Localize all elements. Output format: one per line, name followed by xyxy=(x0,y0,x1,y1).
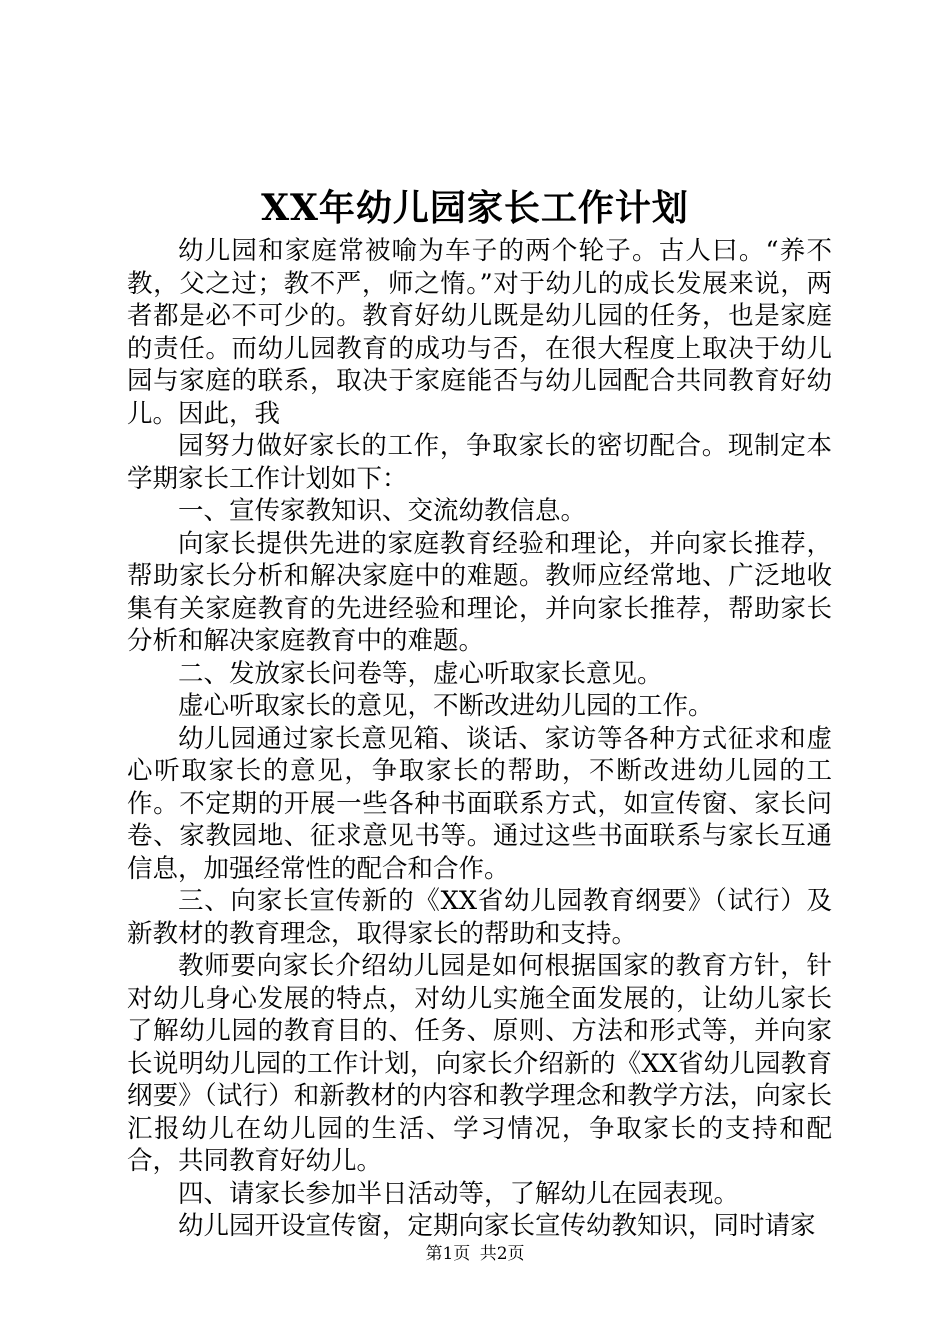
paragraph-intro: 幼儿园和家庭常被喻为车子的两个轮子。古人曰。“养不教，父之过；教不严，师之惰。”对于幼儿的成长发展来说，两者都是必不可少的。教育好幼儿既是幼儿园的任务，也是家庭的责任。而幼儿园教育的成功与否，在很大程度上取决于幼儿园与家庭的联系，取决于家庭能否与幼儿园配合共同教育好幼儿。因此，我 xyxy=(127,236,832,429)
section-heading-1: 一、宣传家教知识、交流幼教信息。 xyxy=(178,496,587,526)
paragraph-section-2: 幼儿园通过家长意见箱、谈话、家访等各种方式征求和虚心听取家长的意见，争取家长的帮助，不断改进幼儿园的工作。不定期的开展一些各种书面联系方式，如宣传窗、家长问卷、家教园地、征求意见书等。通过这些书面联系与家长互通信息，加强经常性的配合和合作。 xyxy=(127,723,832,884)
total-pages: 共2页 xyxy=(479,1244,525,1264)
paragraph-section-1: 向家长提供先进的家庭教育经验和理论，并向家长推荐，帮助家长分析和解决家庭中的难题。教师应经常地、广泛地收集有关家庭教育的先进经验和理论，并向家长推荐，帮助家长分析和解决家庭教育中的难题。 xyxy=(127,528,832,656)
section-heading-2: 二、发放家长问卷等，虚心听取家长意见。 xyxy=(178,658,663,689)
page-footer xyxy=(0,1242,950,1266)
document-title: XX年幼儿园家长工作计划 xyxy=(261,187,689,229)
section-heading-4: 四、请家长参加半日活动等，了解幼儿在园表现。 xyxy=(178,1178,740,1209)
section-heading-3: 三、向家长宣传新的《XX省幼儿园教育纲要》（试行）及新教材的教育理念，取得家长的帮助和支持。 xyxy=(127,886,832,949)
page-number: 第1页 xyxy=(425,1244,471,1264)
paragraph-section-2-summary: 虚心听取家长的意见，不断改进幼儿园的工作。 xyxy=(178,691,714,721)
paragraph-section-4: 幼儿园开设宣传窗，定期向家长宣传幼教知识，同时请家 xyxy=(178,1211,816,1241)
paragraph-plan-intro: 园努力做好家长的工作，争取家长的密切配合。现制定本学期家长工作计划如下： xyxy=(127,431,832,494)
document-body xyxy=(127,235,832,1243)
paragraph-section-3: 教师要向家长介绍幼儿园是如何根据国家的教育方针，针对幼儿身心发展的特点，对幼儿实施全面发展的，让幼儿家长了解幼儿园的教育目的、任务、原则、方法和形式等，并向家长说明幼儿园的工作计划，向家长介绍新的《XX省幼儿园教育纲要》（试行）和新教材的内容和教学理念和教学方法，向家长汇报幼儿在幼儿园的生活、学习情况，争取家长的支持和配合，共同教育好幼儿。 xyxy=(127,951,832,1176)
